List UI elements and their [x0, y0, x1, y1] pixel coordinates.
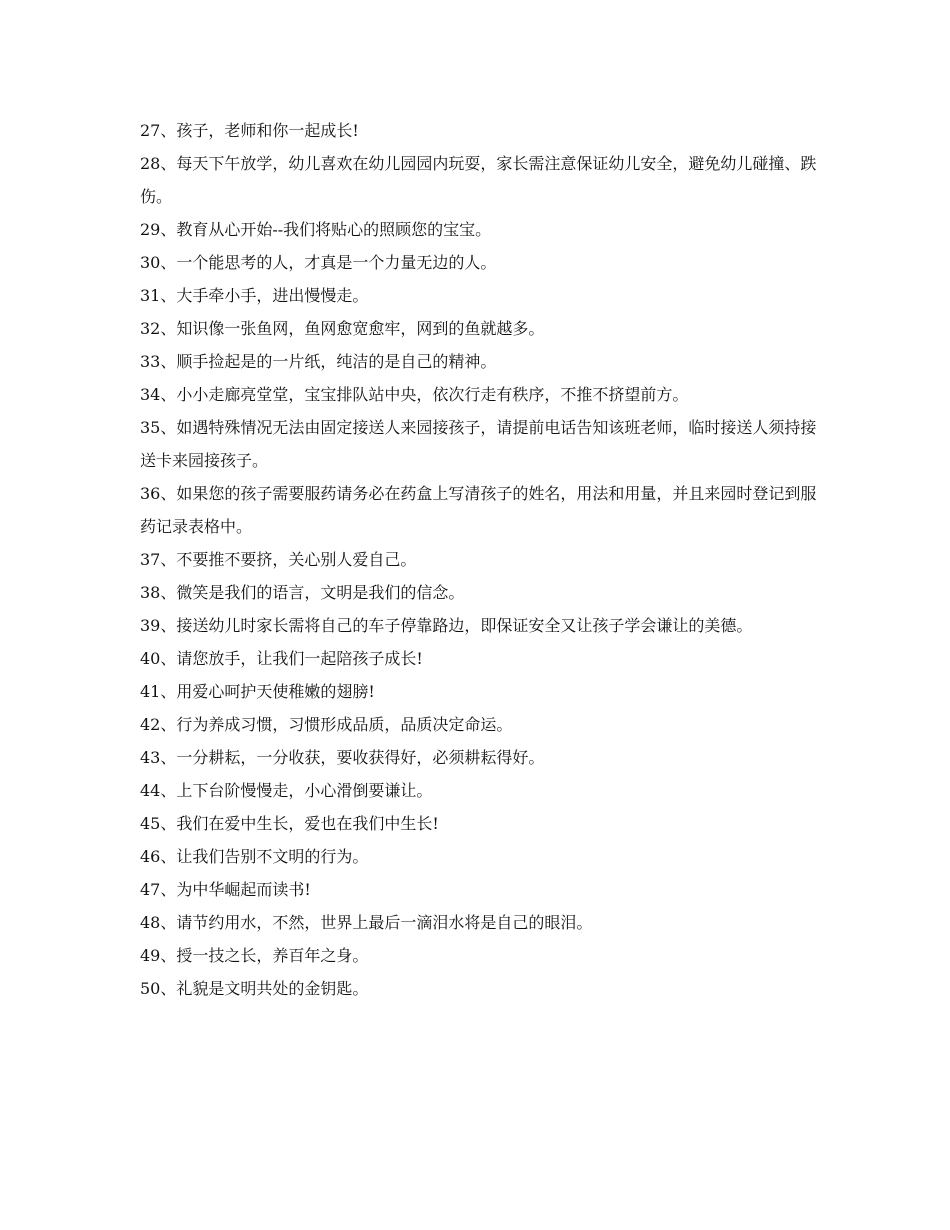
list-item: 34、小小走廊亮堂堂，宝宝排队站中央，依次行走有秩序，不推不挤望前方。	[140, 385, 689, 404]
list-item: 27、孩子，老师和你一起成长!	[140, 121, 359, 140]
list-item: 38、微笑是我们的语言，文明是我们的信念。	[140, 583, 465, 602]
list-item: 44、上下台阶慢慢走，小心滑倒要谦让。	[140, 781, 433, 800]
list-item: 29、教育从心开始--我们将贴心的照顾您的宝宝。	[140, 220, 492, 239]
list-item: 39、接送幼儿时家长需将自己的车子停靠路边，即保证安全又让孩子学会谦让的美德。	[140, 616, 753, 635]
list-item: 35、如遇特殊情况无法由固定接送人来园接孩子，请提前电话告知该班老师，临时接送人须持接送卡来园接孩子。	[140, 418, 817, 470]
list-item: 43、一分耕耘，一分收获，要收获得好，必须耕耘得好。	[140, 748, 545, 767]
list-item: 37、不要推不要挤，关心别人爱自己。	[140, 550, 417, 569]
list-item: 31、大手牵小手，进出慢慢走。	[140, 286, 369, 305]
list-item: 40、请您放手，让我们一起陪孩子成长!	[140, 649, 423, 668]
list-item: 41、用爱心呵护天使稚嫩的翅膀!	[140, 682, 375, 701]
list-item: 49、授一技之长，养百年之身。	[140, 946, 369, 965]
list-item: 46、让我们告别不文明的行为。	[140, 847, 369, 866]
list-item: 32、知识像一张鱼网，鱼网愈宽愈牢，网到的鱼就越多。	[140, 319, 545, 338]
list-item: 33、顺手捡起是的一片纸，纯洁的是自己的精神。	[140, 352, 497, 371]
list-item: 50、礼貌是文明共处的金钥匙。	[140, 979, 369, 998]
list-item: 47、为中华崛起而读书!	[140, 880, 311, 899]
list-item: 45、我们在爱中生长，爱也在我们中生长!	[140, 814, 439, 833]
document-body	[140, 114, 830, 1005]
list-item: 28、每天下午放学，幼儿喜欢在幼儿园园内玩耍，家长需注意保证幼儿安全，避免幼儿碰撞、跌伤。	[140, 154, 817, 206]
list-item: 48、请节约用水，不然，世界上最后一滴泪水将是自己的眼泪。	[140, 913, 593, 932]
list-item: 36、如果您的孩子需要服药请务必在药盒上写清孩子的姓名，用法和用量，并且来园时登记到服药记录表格中。	[140, 484, 817, 536]
list-item: 42、行为养成习惯，习惯形成品质，品质决定命运。	[140, 715, 513, 734]
list-item: 30、一个能思考的人，才真是一个力量无边的人。	[140, 253, 497, 272]
